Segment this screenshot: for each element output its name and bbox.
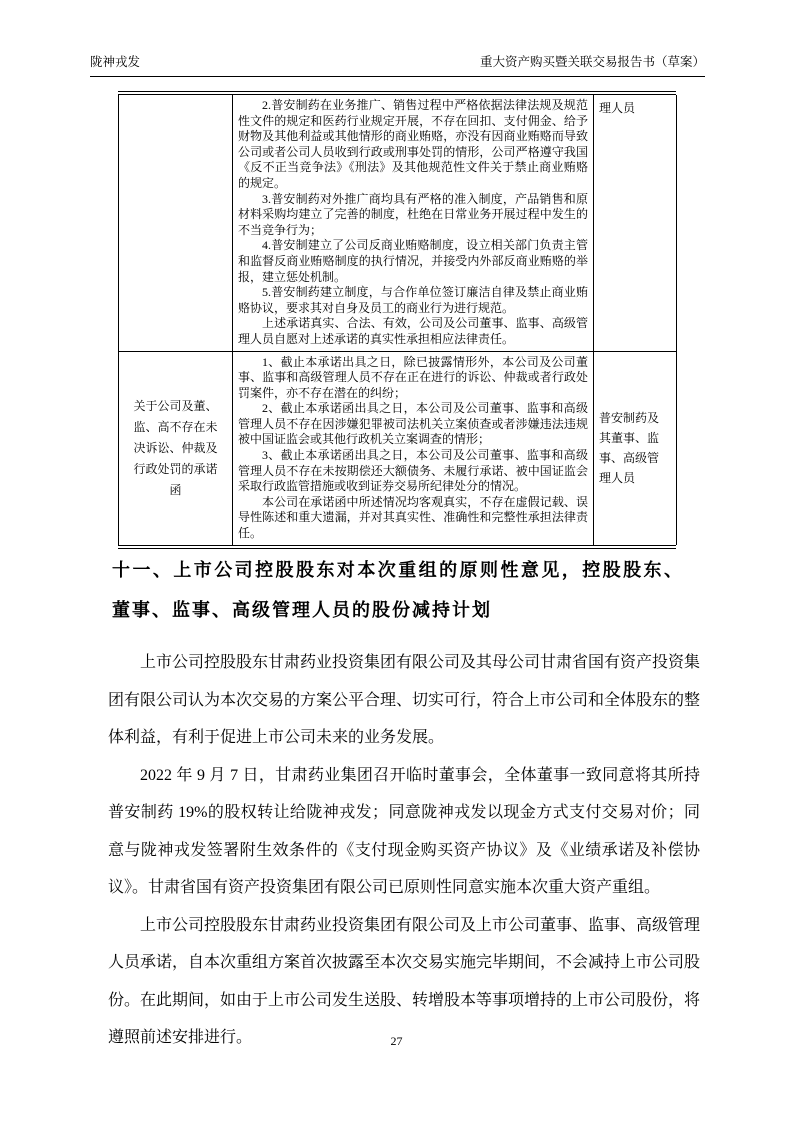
- commitment-name-cell-empty: [119, 95, 233, 351]
- paragraph: 2、截止本承诺函出具之日，本公司及公司董事、监事和高级管理人员不存在因涉嫌犯罪被司法机关立案侦查或者涉嫌违法违规被中国证监会或其他行政机关立案调查的情形；: [238, 401, 588, 447]
- body-paragraphs: [108, 644, 700, 1057]
- paragraph: 5.普安制药建立制度，与合作单位签订廉洁自律及禁止商业贿赂协议，要求其对自身及员工的商业行为进行规范。: [238, 285, 588, 315]
- commitment-content-cell: [233, 95, 594, 351]
- table-row-litigation-commitment: [119, 351, 677, 545]
- page-header: [90, 52, 705, 77]
- header-company-name: 陇神戎发: [90, 55, 141, 69]
- page-number: 27: [390, 1034, 403, 1048]
- paragraph: 3、截止本承诺函出具之日，本公司及公司董事、监事和高级管理人员不存在未按期偿还大额债务、未履行承诺、被中国证监会采取行政监管措施或收到证券交易所纪律处分的情况。: [238, 448, 588, 494]
- paragraph: 1、截止本承诺出具之日，除已披露情形外，本公司及公司董事、监事和高级管理人员不存在正在进行的诉讼、仲裁或者行政处罚案件，亦不存在潜在的纠纷；: [238, 354, 588, 400]
- paragraph: 上述承诺真实、合法、有效，公司及公司董事、监事、高级管理人员自愿对上述承诺的真实性承担相应法律责任。: [238, 316, 588, 346]
- commitment-party-cell: 理人员: [594, 95, 677, 351]
- table-row-continued: [119, 95, 677, 351]
- paragraph: 上市公司控股股东甘肃药业投资集团有限公司及上市公司董事、监事、高级管理人员承诺，自本次重组方案首次披露至本次交易实施完毕期间，不会减持上市公司股份。在此期间，如由于上市公司发生送股、转增股本等事项增持的上市公司股份，将遵照前述安排进行。: [108, 916, 701, 1046]
- paragraph: 2.普安制药在业务推广、销售过程中严格依据法律法规及规范性文件的规定和医药行业规定开展，不存在回扣、支付佣金、给予财物及其他利益或其他情形的商业贿赂，亦没有因商业贿赂而导致公司或者公司人员收到行政或刑事处罚的情形，公司严格遵守我国《反不正当竞争法》《刑法》及其他规范性文件关于禁止商业贿赂的规定。: [238, 98, 588, 190]
- paragraph: 本公司在承诺函中所述情况均客观真实，不存在虚假记载、误导性陈述和重大遗漏，并对其真实性、准确性和完整性承担法律责任。: [238, 494, 588, 541]
- commitment-table: [118, 95, 677, 545]
- paragraph: 4.普安制建立了公司反商业贿赂制度，设立相关部门负责主管和监督反商业贿赂制度的执行情况，并接受内外部反商业贿赂的举报，建立惩处机制。: [238, 238, 588, 284]
- paragraph: 3.普安制药对外推广商均具有严格的准入制度，产品销售和原材料采购均建立了完善的制度，杜绝在日常业务开展过程中发生的不当竞争行为；: [238, 191, 588, 237]
- main-content: [108, 550, 700, 1057]
- commitment-name-cell: 关于公司及董、监、高不存在未决诉讼、仲裁及行政处罚的承诺函: [119, 351, 233, 545]
- commitment-party-cell: 普安制药及其董事、监事、高级管理人员: [594, 351, 677, 545]
- commitment-content-cell: [233, 351, 594, 545]
- commitment-table-wrapper: [118, 91, 676, 549]
- paragraph: 上市公司控股股东甘肃药业投资集团有限公司及其母公司甘肃省国有资产投资集团有限公司认为本次交易的方案公平合理、切实可行，符合上市公司和全体股东的整体利益，有利于促进上市公司未来的业务发展。: [108, 654, 701, 746]
- header-report-title: 重大资产购买暨关联交易报告书（草案）: [479, 55, 705, 69]
- section-heading: 十一、上市公司控股股东对本次重组的原则性意见，控股股东、董事、监事、高级管理人员的股份减持计划: [112, 560, 684, 620]
- paragraph: 2022 年 9 月 7 日，甘肃药业集团召开临时董事会，全体董事一致同意将其所持普安制药 19%的股权转让给陇神戎发；同意陇神戎发以现金方式支付交易对价；同意与陇神戎发签署附生效条件的《支付现金购买资产协议》及《业绩承诺及补偿协议》。甘肃省国有资产投资集团有限公司已原则性同意实施本次重大资产重组。: [108, 766, 700, 896]
